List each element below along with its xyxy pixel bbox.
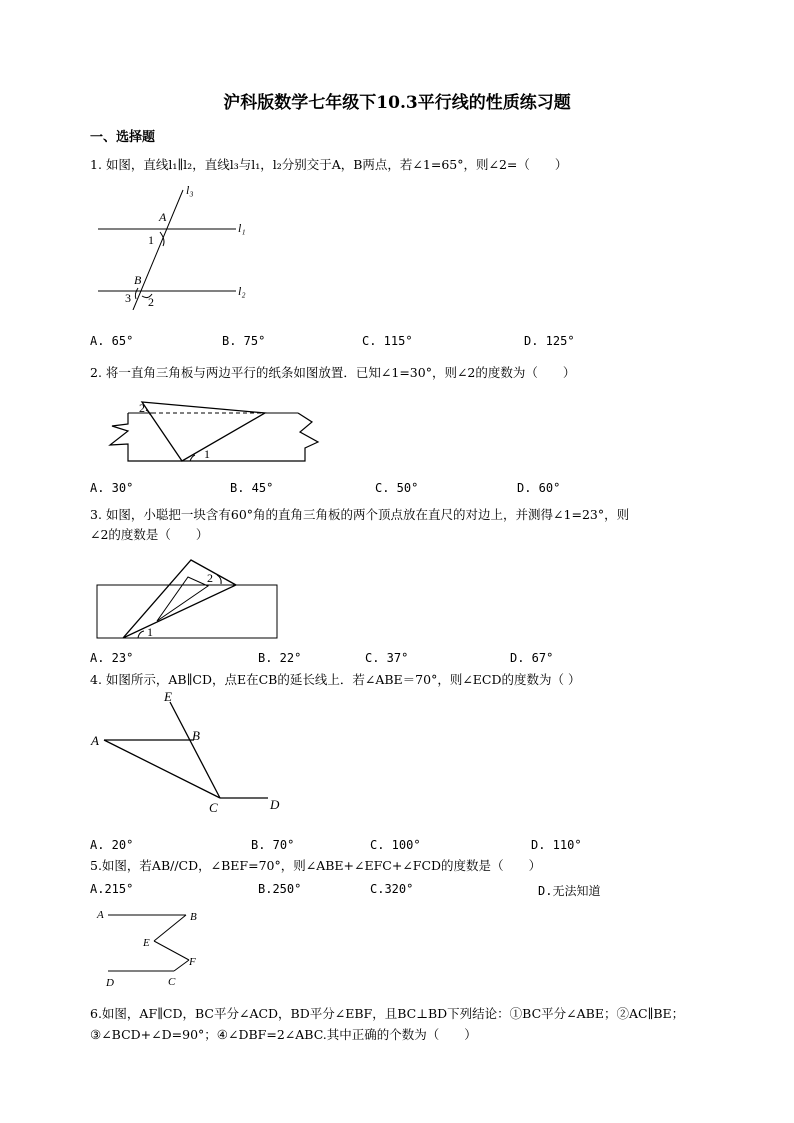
- label-D: D: [270, 797, 280, 812]
- question-3-option-c[interactable]: C. 37°: [365, 651, 409, 665]
- label-l2: l₂: [238, 284, 246, 298]
- label-angle-1: 1: [148, 233, 154, 247]
- question-1-option-a[interactable]: A. 65°: [90, 334, 134, 348]
- question-4-text: 4. 如图所示，AB∥CD，点E在CB的延长线上．若∠ABE＝70°，则∠ECD的度数为（ ）: [90, 672, 581, 687]
- label-B: B: [134, 273, 142, 287]
- label-A: A: [97, 909, 104, 921]
- question-1-option-b[interactable]: B. 75°: [222, 334, 266, 348]
- label-C: C: [209, 800, 218, 815]
- label-A: A: [159, 210, 167, 224]
- page-title: 沪科版数学七年级下10.3平行线的性质练习题: [223, 93, 571, 113]
- question-3-option-a[interactable]: A. 23°: [90, 651, 134, 665]
- question-4-option-d[interactable]: D. 110°: [531, 838, 582, 852]
- question-3-figure: [90, 554, 290, 644]
- question-2-option-d[interactable]: D. 60°: [517, 481, 561, 495]
- question-2-option-b[interactable]: B. 45°: [230, 481, 274, 495]
- label-F: F: [189, 956, 196, 968]
- question-4-option-b[interactable]: B. 70°: [251, 838, 295, 852]
- question-1-option-c[interactable]: C. 115°: [362, 334, 413, 348]
- label-B: B: [190, 911, 197, 923]
- label-angle-2: 2: [207, 571, 213, 585]
- question-4-figure: [88, 688, 298, 818]
- question-4-option-c[interactable]: C. 100°: [370, 838, 421, 852]
- question-2-figure: [100, 392, 340, 472]
- question-3-option-d[interactable]: D. 67°: [510, 651, 554, 665]
- question-3-text-line2: ∠2的度数是（ ）: [90, 527, 209, 542]
- label-angle-1: 1: [147, 625, 153, 639]
- section-heading: 一、选择题: [90, 130, 156, 145]
- question-3-option-b[interactable]: B. 22°: [258, 651, 302, 665]
- label-B: B: [192, 728, 200, 743]
- label-C: C: [168, 976, 176, 988]
- label-E: E: [143, 937, 150, 949]
- question-5-option-c[interactable]: C.320°: [370, 882, 414, 896]
- label-angle-2: 2: [139, 401, 145, 415]
- question-5-option-b[interactable]: B.250°: [258, 882, 302, 896]
- question-1-option-d[interactable]: D. 125°: [524, 334, 575, 348]
- label-D: D: [106, 977, 114, 989]
- question-2-option-c[interactable]: C. 50°: [375, 481, 419, 495]
- label-angle-1: 1: [204, 447, 210, 461]
- question-5-figure: [92, 903, 222, 993]
- question-5-text: 5.如图，若AB//CD，∠BEF=70°，则∠ABE+∠EFC+∠FCD的度数是（ ）: [90, 858, 542, 873]
- question-1-figure: [90, 180, 270, 310]
- question-5-option-d[interactable]: D.无法知道: [538, 884, 601, 898]
- label-E: E: [164, 689, 172, 704]
- question-5-option-a[interactable]: A.215°: [90, 882, 134, 896]
- question-6-text-line1: 6.如图，AF∥CD，BC平分∠ACD，BD平分∠EBF，且BC⊥BD下列结论：①BC平分∠ABE；②AC∥BE；: [90, 1006, 685, 1021]
- question-2-text: 2. 将一直角三角板与两边平行的纸条如图放置．已知∠1=30°，则∠2的度数为（ ）: [90, 365, 576, 380]
- label-angle-3: 3: [125, 291, 131, 305]
- question-2-option-a[interactable]: A. 30°: [90, 481, 134, 495]
- label-l1: l₁: [238, 221, 246, 235]
- question-4-option-a[interactable]: A. 20°: [90, 838, 134, 852]
- label-l3: l₃: [186, 183, 194, 197]
- label-A: A: [91, 733, 99, 748]
- question-1-text: 1. 如图，直线l₁∥l₂，直线l₃与l₁，l₂分别交于A，B两点，若∠1=65°，则∠2=（ ）: [90, 157, 568, 172]
- question-6-text-line2: ③∠BCD+∠D=90°；④∠DBF=2∠ABC.其中正确的个数为（ ）: [90, 1027, 477, 1042]
- question-3-text-line1: 3. 如图，小聪把一块含有60°角的直角三角板的两个顶点放在直尺的对边上，并测得∠1=23°，则: [90, 507, 630, 522]
- label-angle-2: 2: [148, 295, 154, 309]
